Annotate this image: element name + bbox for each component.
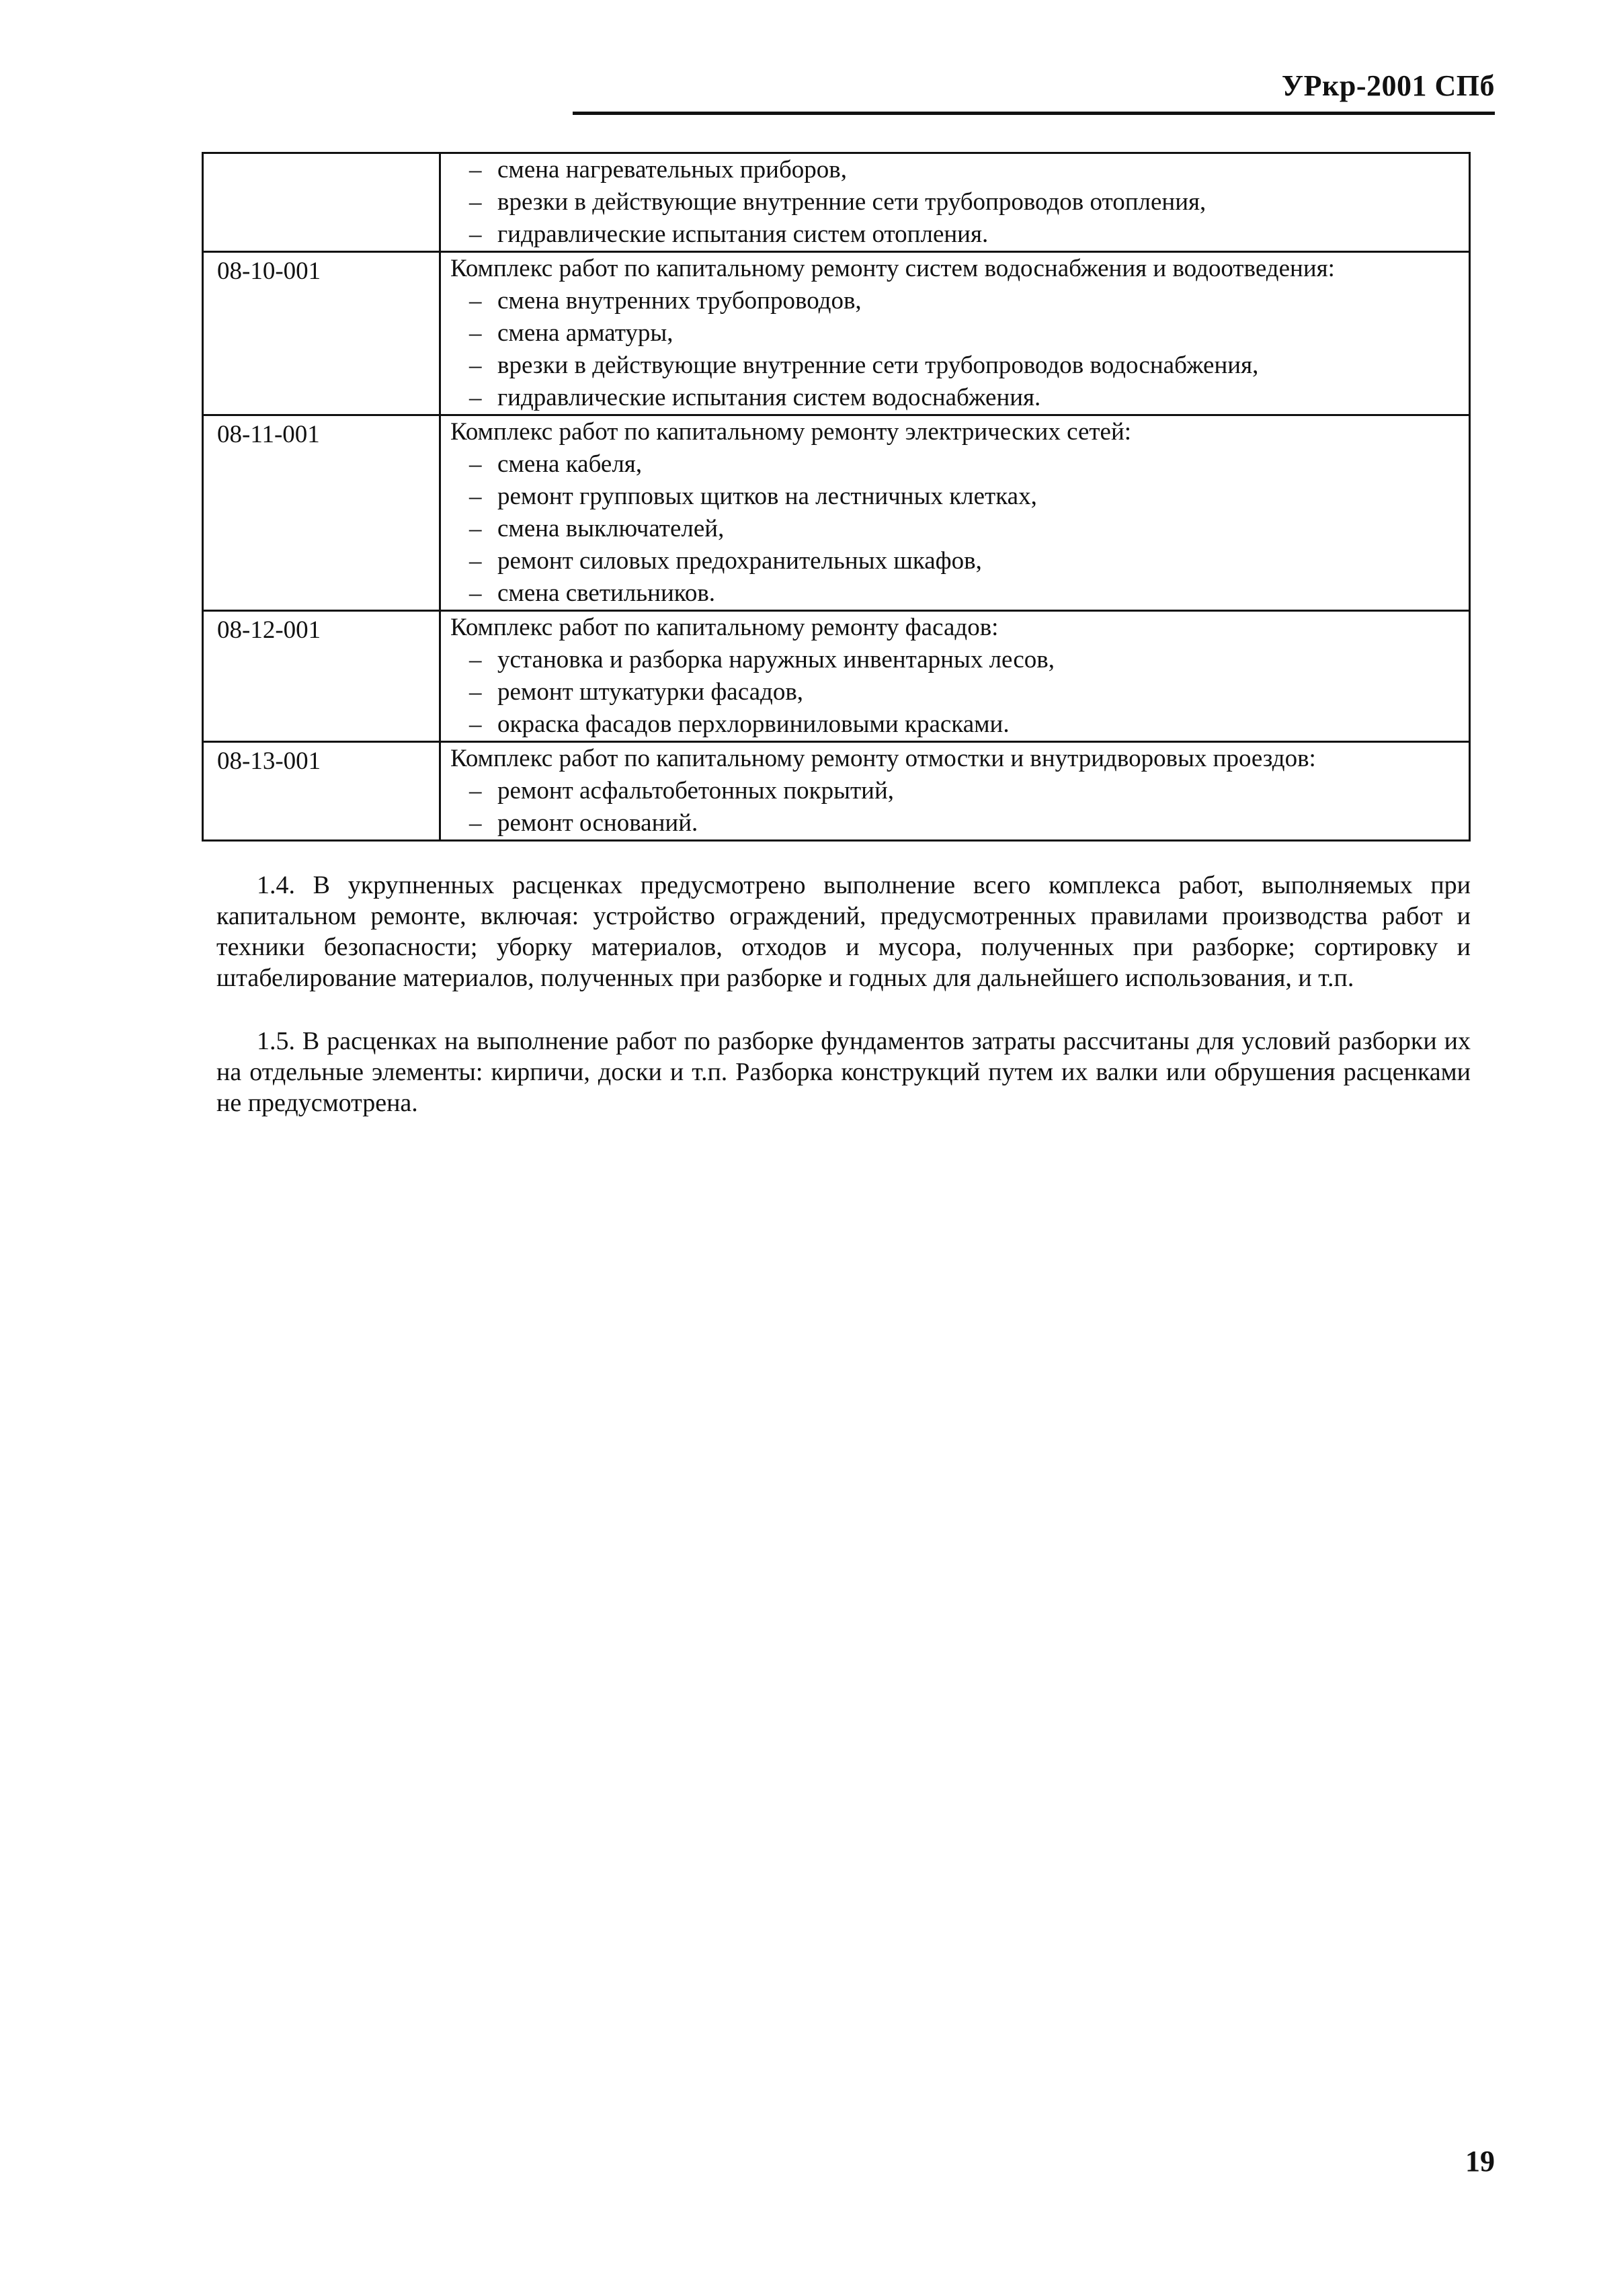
header-rule [573,112,1495,115]
work-items-list [450,285,1459,414]
list-item: – ремонт оснований. [469,809,698,837]
rates-table [202,152,1471,842]
row-code [203,153,440,252]
row-description [440,611,1470,742]
work-items-list [450,448,1459,610]
row-lead: Комплекс работ по капитальному ремонту электрических сетей: [450,418,1132,446]
row-description [440,742,1470,841]
row-description [440,415,1470,611]
list-item: – гидравлические испытания систем водоснабжения. [469,384,1041,411]
row-code: 08-12-001 [203,611,440,742]
table-row [203,153,1470,252]
list-item: – смена арматуры, [469,319,673,347]
row-code: 08-10-001 [203,252,440,415]
row-lead: Комплекс работ по капитальному ремонту систем водоснабжения и водоотведения: [450,255,1335,282]
document-code: УРкр-2001 СПб [1281,69,1495,102]
list-item: – установка и разборка наружных инвентарных лесов, [469,646,1055,673]
list-item: – смена светильников. [469,579,716,607]
list-item: – смена внутренних трубопроводов, [469,287,862,315]
row-code: 08-13-001 [203,742,440,841]
row-lead: Комплекс работ по капитальному ремонту отмостки и внутридворовых проездов: [450,745,1316,772]
list-item: – ремонт штукатурки фасадов, [469,678,804,706]
list-item: – врезки в действующие внутренние сети трубопроводов отопления, [469,188,1206,216]
row-lead: Комплекс работ по капитальному ремонту фасадов: [450,614,999,641]
table-row [203,611,1470,742]
list-item: – смена кабеля, [469,450,643,478]
list-item: – окраска фасадов перхлорвиниловыми красками. [469,710,1010,738]
table-row [203,415,1470,611]
list-item: – ремонт силовых предохранительных шкафов, [469,547,982,575]
row-description [440,153,1470,252]
list-item: – ремонт асфальтобетонных покрытий, [469,777,894,805]
work-items-list [450,775,1459,839]
paragraph-1-5: 1.5. В расценках на выполнение работ по разборке фундаментов затраты рассчитаны для условий разборки их на отдельные элементы: кирпичи, доски и т.п. Разборка конструкций путем их валки или обрушения расценками не предусмотрена. [216,1027,1471,1117]
table-row [203,252,1470,415]
page-number: 19 [1465,2145,1495,2178]
paragraph-1-4: 1.4. В укрупненных расценках предусмотрено выполнение всего комплекса работ, выполняемых при капитальном ремонте, включая: устройство ограждений, предусмотренных правилами производства работ и техники безопасности; уборку материалов, отходов и мусора, полученных при разборке; сортировку и штабелирование материалов, полученных при разборке и годных для дальнейшего использования, и т.п. [216,871,1471,992]
work-items-list [450,644,1459,741]
list-item: – смена нагревательных приборов, [469,156,847,183]
row-description [440,252,1470,415]
list-item: – ремонт групповых щитков на лестничных клетках, [469,483,1037,510]
row-code: 08-11-001 [203,415,440,611]
work-items-list [450,154,1459,251]
table-row [203,742,1470,841]
list-item: – гидравлические испытания систем отопления. [469,220,989,248]
list-item: – врезки в действующие внутренние сети трубопроводов водоснабжения, [469,352,1259,379]
list-item: – смена выключателей, [469,515,725,542]
